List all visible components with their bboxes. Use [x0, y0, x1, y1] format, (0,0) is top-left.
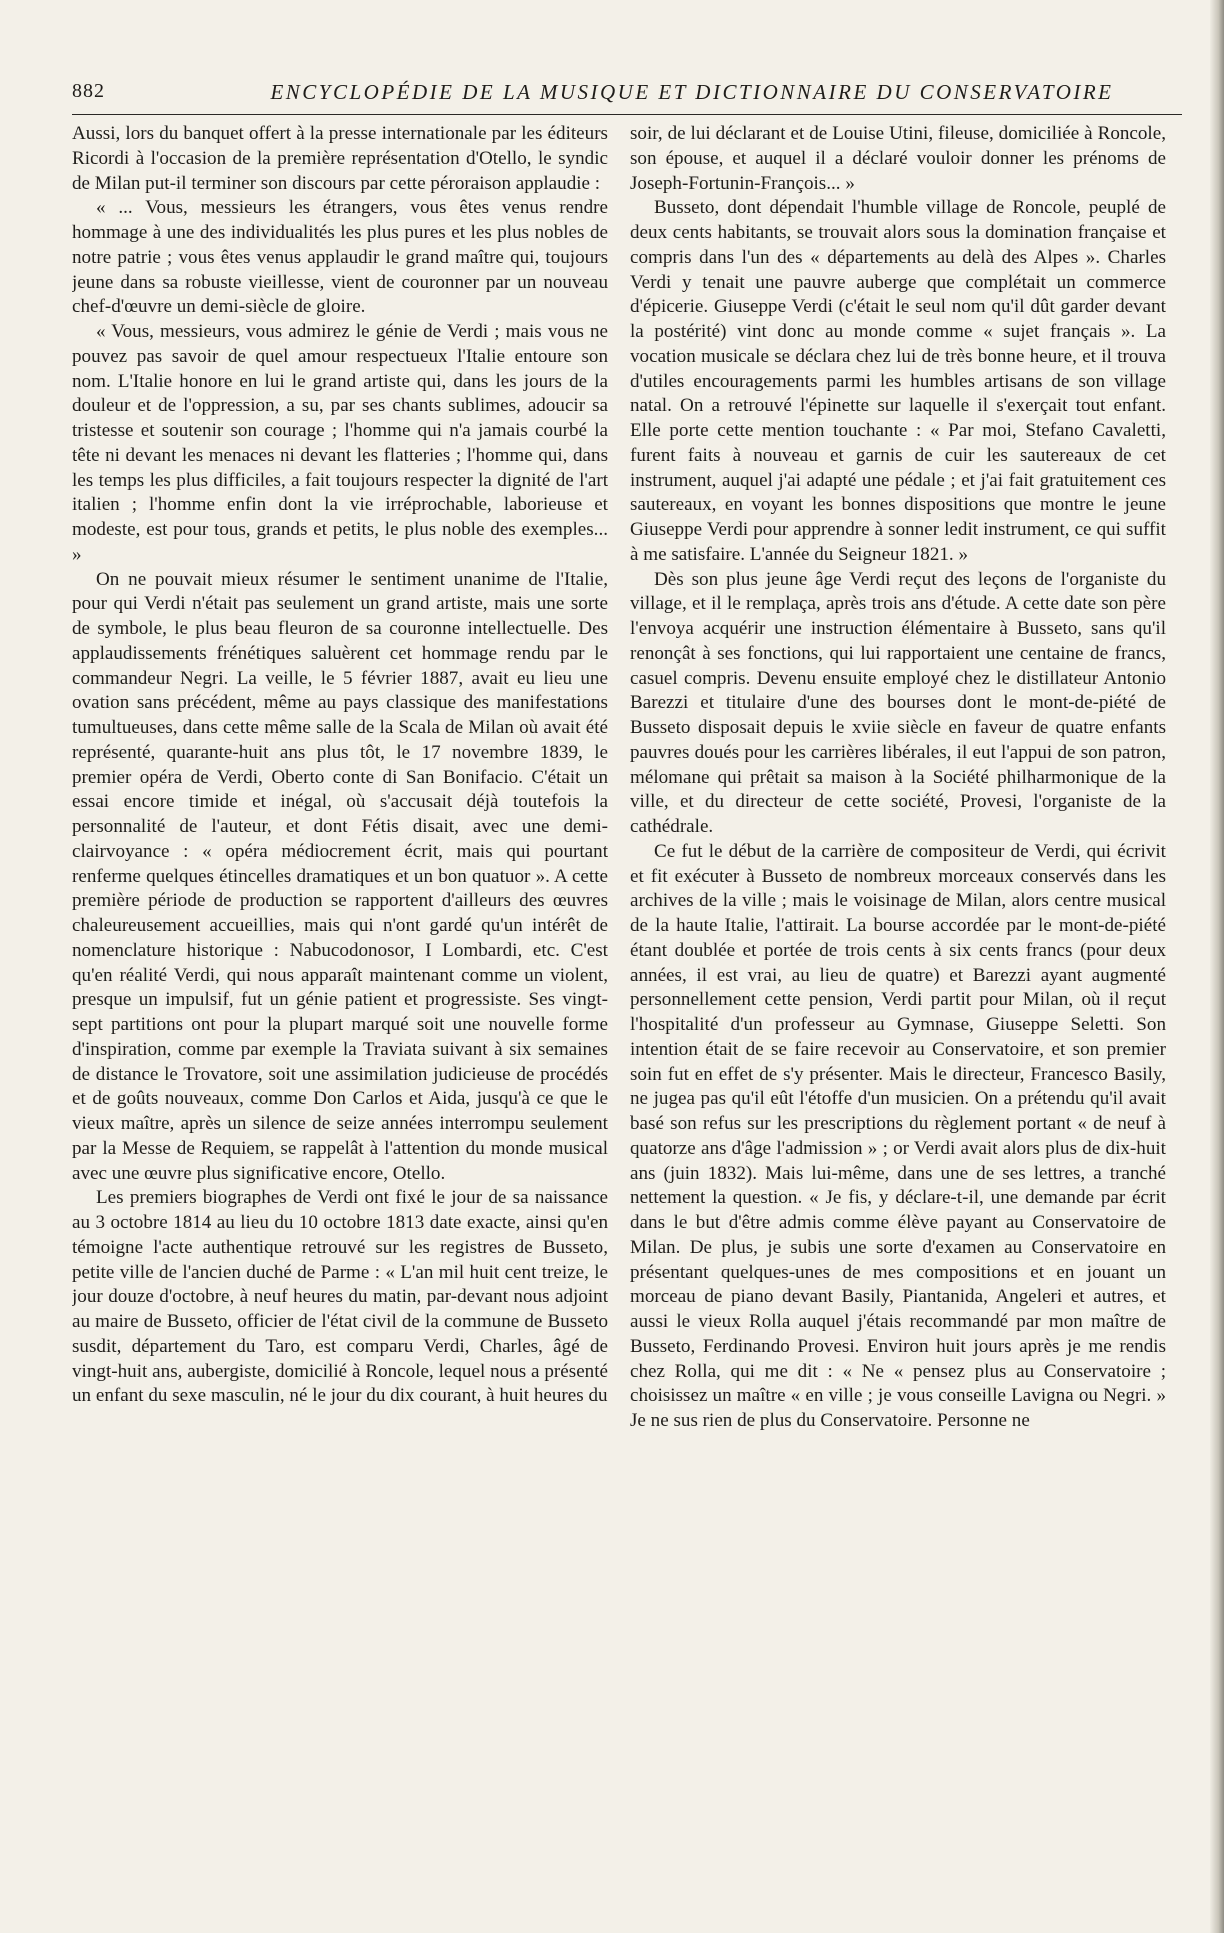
page-number: 882: [72, 80, 105, 102]
paragraph: soir, de lui déclarant et de Louise Utini, fileuse, domiciliée à Roncole, son épouse, et auquel il a déclaré vouloir donner les prénoms de Joseph-Fortunin-François... »: [630, 123, 1166, 194]
running-title: ENCYCLOPÉDIE DE LA MUSIQUE ET DICTIONNAIRE DU CONSERVATOIRE: [270, 80, 1114, 104]
left-column: [72, 122, 608, 1912]
paragraph: « Vous, messieurs, vous admirez le génie de Verdi ; mais vous ne pouvez pas savoir de quel amour respectueux l'Italie entoure son nom. L'Italie honore en lui le grand artiste qui, dans les jours de la douleur et de l'oppression, a su, par ses chants sublimes, adoucir sa tristesse et soutenir son courage ; l'homme qui n'a jamais courbé la tête ni devant les menaces ni devant les flatteries ; l'homme qui, dans les temps les plus difficiles, a fait toujours respecter la dignité de l'art italien ; l'homme enfin dont la vie irréprochable, laborieuse et modeste, est pour tous, grands et petits, le plus noble des exemples... »: [72, 321, 608, 565]
paragraph: On ne pouvait mieux résumer le sentiment unanime de l'Italie, pour qui Verdi n'était pas seulement un grand artiste, mais une sorte de symbole, le plus beau fleuron de sa couronne intellectuelle. Des applaudissements frénétiques saluèrent cet hommage rendu par le commandeur Negri. La veille, le 5 février 1887, avait eu lieu une ovation sans précédent, même au pays classique des manifestations tumultueuses, dans cette même salle de la Scala de Milan où avait été représenté, quarante-huit ans plus tôt, le 17 novembre 1839, le premier opéra de Verdi, Oberto conte di San Bonifacio. C'était un essai encore timide et inégal, où s'accusait déjà toutefois la personnalité de l'auteur, et dont Fétis disait, avec une demi-clairvoyance : « opéra médiocrement écrit, mais qui pourtant renferme quelques étincelles dramatiques et un bon quatuor ». A cette première période de production se rapportent d'ailleurs des œuvres chaleureusement accueillies, mais qui n'ont gardé qu'un intérêt de nomenclature historique : Nabucodonosor, I Lombardi, etc. C'est qu'en réalité Verdi, qui nous apparaît maintenant comme un violent, presque un impulsif, fut un génie patient et progressiste. Ses vingt-sept partitions ont pour la plupart marqué soit une nouvelle forme d'inspiration, comme par exemple la Traviata suivant à six semaines de distance le Trovatore, soit une assimilation judicieuse de procédés et de goûts nouveaux, comme Don Carlos et Aida, jusqu'à ce que le vieux maître, après un silence de seize années interrompu seulement par la Messe de Requiem, se rappelât à l'attention du monde musical avec une œuvre plus significative encore, Otello.: [72, 568, 608, 1184]
book-spine-shadow: [1210, 0, 1224, 1933]
paragraph: Busseto, dont dépendait l'humble village de Roncole, peuplé de deux cents habitants, se trouvait alors sous la domination française et compris dans l'un des « départements au delà des Alpes ». Charles Verdi y tenait une pauvre auberge que complétait un commerce d'épicerie. Giuseppe Verdi (c'était le seul nom qu'il dût garder devant la postérité) vint donc au monde comme « sujet français ». La vocation musicale se déclara chez lui de très bonne heure, et il trouva d'utiles encouragements parmi les humbles artisans de son village natal. On a retrouvé l'épinette sur laquelle il s'exerçait tout enfant. Elle porte cette mention touchante : « Par moi, Stefano Cavaletti, furent faits à nouveau et garnis de cuir les sautereaux de cet instrument, auquel j'ai adapté une pédale ; et j'ai fait gratuitement ces sautereaux, en voyant les bonnes dispositions que montre le jeune Giuseppe Verdi pour apprendre à sonner ledit instrument, ce qui suffit à me satisfaire. L'année du Seigneur 1821. »: [630, 197, 1166, 565]
right-column: [630, 122, 1166, 1912]
paragraph: Aussi, lors du banquet offert à la presse internationale par les éditeurs Ricordi à l'occasion de la première représentation d'Otello, le syndic de Milan put-il terminer son discours par cette péroraison applaudie :: [72, 123, 608, 194]
page-header: [72, 78, 1182, 115]
paragraph: « ... Vous, messieurs les étrangers, vous êtes venus rendre hommage à une des individualités les plus pures et les plus nobles de notre patrie ; vous êtes venus applaudir le grand maître qui, toujours jeune dans sa robuste vieillesse, vient de couronner par un nouveau chef-d'œuvre un demi-siècle de gloire.: [72, 197, 608, 318]
paragraph: Les premiers biographes de Verdi ont fixé le jour de sa naissance au 3 octobre 1814 au lieu du 10 octobre 1813 date exacte, ainsi qu'en témoigne l'acte authentique retrouvé sur les registres de Busseto, petite ville de l'ancien duché de Parme : « L'an mil huit cent treize, le jour douze d'octobre, à neuf heures du matin, par-devant nous adjoint au maire de Busseto, officier de l'état civil de la commune de Busseto susdit, département du Taro, est comparu Verdi, Charles, âgé de vingt-huit ans, aubergiste, domicilié à Roncole, lequel nous a présenté un enfant du sexe masculin, né le jour du dix courant, à huit heures du: [72, 1187, 608, 1407]
paragraph: Dès son plus jeune âge Verdi reçut des leçons de l'organiste du village, et il le remplaça, après trois ans d'étude. A cette date son père l'envoya acquérir une instruction élémentaire à Busseto, sans qu'il renonçât à ses fonctions, qui lui rapportaient une centaine de francs, casuel compris. Devenu ensuite employé chez le distillateur Antonio Barezzi et titulaire d'une des bourses dont le mont-de-piété de Busseto disposait depuis le xviie siècle en faveur de quatre enfants pauvres doués pour les carrières libérales, il eut l'appui de son patron, mélomane qui prêtait sa maison à la Société philharmonique de la ville, et du directeur de cette société, Provesi, l'organiste de la cathédrale.: [630, 568, 1166, 837]
paragraph: Ce fut le début de la carrière de compositeur de Verdi, qui écrivit et fit exécuter à Busseto de nombreux morceaux conservés dans les archives de la ville ; mais le voisinage de Milan, alors centre musical de la haute Italie, l'attirait. La bourse accordée par le mont-de-piété étant doublée et portée de trois cents à six cents francs (pour deux années, il est vrai, au lieu de quatre) et Barezzi ayant augmenté personnellement cette pension, Verdi partit pour Milan, où il reçut l'hospitalité d'un professeur au Gymnase, Giuseppe Seletti. Son intention était de se faire recevoir au Conservatoire, et son premier soin fut en effet de s'y présenter. Mais le directeur, Francesco Basily, ne jugea pas qu'il eût l'étoffe d'un musicien. On a prétendu qu'il avait basé son refus sur les prescriptions du règlement portant « de neuf à quatorze ans d'âge l'admission » ; or Verdi avait alors plus de dix-huit ans (juin 1832). Mais lui-même, dans une de ses lettres, a tranché nettement la question. « Je fis, y déclare-t-il, une demande par écrit dans le but d'être admis comme élève payant au Conservatoire de Milan. De plus, je subis une sorte d'examen au Conservatoire en présentant quelques-unes de mes compositions et en jouant un morceau de piano devant Basily, Piantanida, Angeleri et autres, et aussi le vieux Rolla auquel j'étais recommandé par mon maître de Busseto, Ferdinando Provesi. Environ huit jours après je me rendis chez Rolla, qui me dit : « Ne « pensez plus au Conservatoire ; choisissez un maître « en ville ; je vous conseille Lavigna ou Negri. » Je ne sus rien de plus du Conservatoire. Personne ne: [630, 840, 1166, 1431]
